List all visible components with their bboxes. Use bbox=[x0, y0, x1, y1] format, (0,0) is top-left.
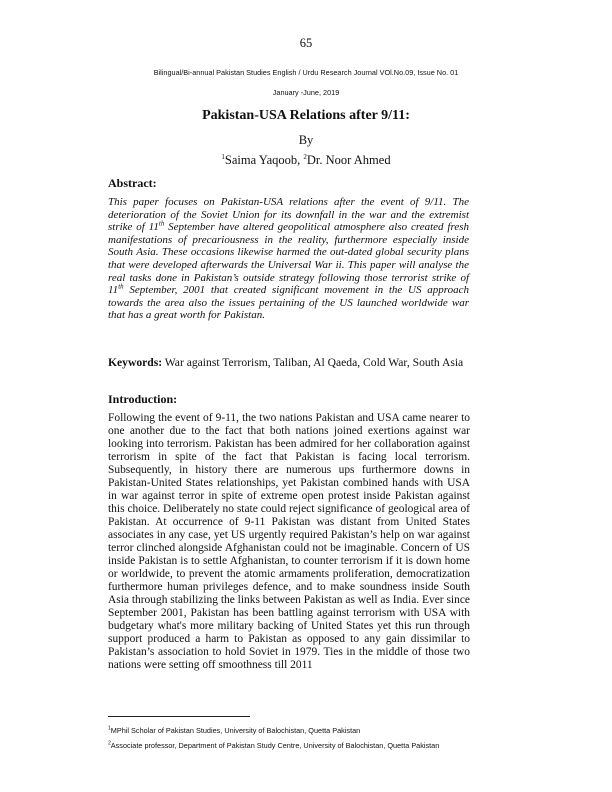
abstract-sup-1: th bbox=[158, 219, 165, 228]
introduction-body: Following the event of 9-11, the two nations Pakistan and USA came nearer to one another due to the fact that both nations joined exertions against war looking into terrorism. Pakistan has been admired for her collaboration against terrorism in spite of the fact that Pakistan is facing local terrorism. Subsequently, in history there are numerous ups furthermore downs in Pakistan-United States relationships, yet Pakistan combined hands with USA in war against terror in spite of extreme open protest inside Pakistan against this choice. Deliberately no state could reject significance of geological area of Pakistan. At occurrence of 9-11 Pakistan was distant from United States associates in any case, yet US urgently required Pakistan’s help on war against terror clinched alongside Afghanistan could not be imaginable. Concern of US inside Pakistan is to settle Afghanistan, to counter terrorism if it is down home or worldwide, to prevent the atomic armaments proliferation, democratization furthermore human privileges defence, and to make soundness inside South Asia through stabilizing the links between Pakistan as well as India. Ever since September 2001, Pakistan has been battling against terrorism with USA with budgetary what's more military backing of United States yet this run through support produced a harm to Pakistan as opposed to any gain dissimilar to Pakistan’s association to hold Soviet in 1979. Ties in the middle of those two nations were setting off smoothness till 2011 bbox=[108, 412, 470, 672]
issue-date: January -June, 2019 bbox=[272, 88, 340, 97]
paper-title: Pakistan-USA Relations after 9/11: bbox=[202, 108, 410, 123]
footnote-1-mark: 1 bbox=[108, 725, 111, 732]
keywords-label: Keywords: bbox=[108, 356, 163, 369]
author-1-name: Saima Yaqoob, bbox=[224, 153, 304, 167]
by-label: By bbox=[298, 133, 314, 147]
footnote-divider bbox=[108, 716, 250, 717]
abstract-text-3: September, 2001 that created significant movement in the US approach towards the area also the issues pertaining of the US launched worldwide war that has a great worth for Pakistan. bbox=[108, 284, 469, 322]
footnote-1 bbox=[108, 726, 488, 736]
keywords bbox=[108, 357, 469, 370]
author-2-mark: 2 bbox=[303, 152, 307, 161]
footnote-2-text: Associate professor, Department of Pakistan Study Centre, University of Balochistan, Quetta Pakistan bbox=[110, 741, 440, 750]
authors bbox=[0, 153, 612, 168]
abstract-body bbox=[108, 196, 469, 322]
abstract-heading: Abstract: bbox=[108, 176, 157, 190]
abstract-text-1: This paper focuses on Pakistan-USA relations after the event of 9/11. The deterioration of the Soviet Union for its downfall in the war and the extremist strike of 11 bbox=[108, 196, 469, 234]
introduction-heading: Introduction: bbox=[108, 392, 178, 406]
abstract-sup-2: th bbox=[118, 282, 124, 291]
journal-header: Bilingual/Bi-annual Pakistan Studies English / Urdu Research Journal VOl.No.09, Issue No. 01 bbox=[153, 68, 459, 77]
author-1-mark: 1 bbox=[221, 152, 225, 161]
page-number: 65 bbox=[299, 36, 313, 50]
abstract-text-2: September have altered geopolitical atmosphere also created fresh manifestations of precariousness in the reality, furthermore especially inside South Asia. These occasions likewise harmed the out-dated global security plans that were developed afterwards the Universal War ii. This paper will analyse the real tasks done in Pakistan’s outside strategy following those terrorist strike of 11 bbox=[108, 221, 469, 297]
footnote-2-mark: 2 bbox=[108, 740, 111, 747]
footnote-2 bbox=[108, 741, 488, 751]
author-2-name: Dr. Noor Ahmed bbox=[306, 153, 391, 167]
footnote-1-text: MPhil Scholar of Pakistan Studies, University of Balochistan, Quetta Pakistan bbox=[110, 726, 361, 735]
keywords-text: War against Terrorism, Taliban, Al Qaeda, Cold War, South Asia bbox=[162, 356, 464, 369]
